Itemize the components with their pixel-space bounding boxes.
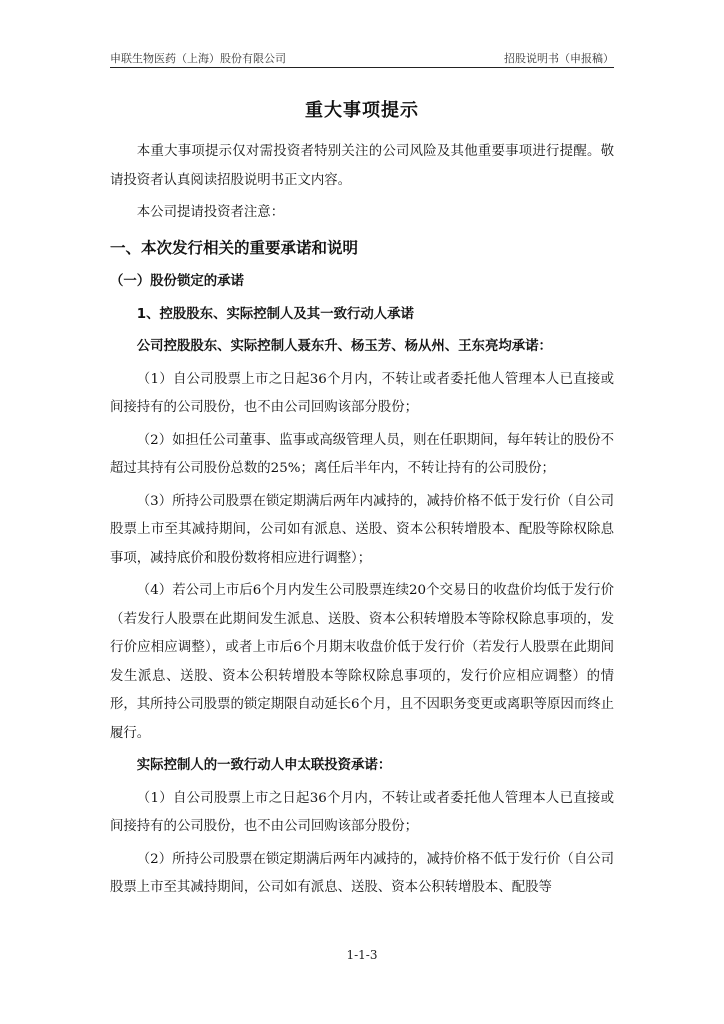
page-title: 重大事项提示 <box>305 100 419 121</box>
header-divider <box>110 67 614 68</box>
group-heading-controlling-shareholders: 公司控股股东、实际控制人聂东升、杨玉芳、杨从州、王东亮均承诺： <box>136 339 552 354</box>
intro-notice: 本公司提请投资者注意： <box>136 205 285 220</box>
item-heading: 1、控股股东、实际控制人及其一致行动人承诺 <box>136 306 414 322</box>
section-heading: 一、本次发行相关的重要承诺和说明 <box>110 238 359 257</box>
document-body <box>110 138 614 907</box>
commitment-paragraph: （1）自公司股票上市之日起36个月内，不转让或者委托他人管理本人已直接或间接持有的公司股份，也不由公司回购该部分股份； <box>110 790 614 834</box>
header-document-type: 招股说明书（申报稿） <box>504 52 614 65</box>
commitment-paragraph: （3）所持公司股票在锁定期满后两年内减持的，减持价格不低于发行价（自公司股票上市至其减持期间，公司如有派息、送股、资本公积转增股本、配股等除权除息事项，减持底价和股份数将相应进行调整）； <box>110 493 614 566</box>
commitment-paragraph: （1）自公司股票上市之日起36个月内，不转让或者委托他人管理本人已直接或间接持有的公司股份，也不由公司回购该部分股份； <box>110 371 614 415</box>
commitment-paragraph: （2）如担任公司董事、监事或高级管理人员，则在任职期间，每年转让的股份不超过其持有公司股份总数的25%；离任后半年内，不转让持有的公司股份； <box>110 432 614 476</box>
commitment-paragraph: （2）所持公司股票在锁定期满后两年内减持的，减持价格不低于发行价（自公司股票上市至其减持期间，公司如有派息、送股、资本公积转增股本、配股等 <box>110 851 614 895</box>
subsection-heading: （一）股份锁定的承诺 <box>110 274 244 289</box>
page-number: 1-1-3 <box>346 948 378 962</box>
commitment-paragraph: （4）若公司上市后6个月内发生公司股票连续20个交易日的收盘价均低于发行价（若发行人股票在此期间发生派息、送股、资本公积转增股本等除权除息事项的，发行价应相应调整），或者上市后6个月期末收盘价低于发行价（若发行人股票在此期间发生派息、送股、资本公积转增股本等除权除息事项的，发行价应相应调整）的情形，其所持公司股票的锁定期限自动延长6个月，且不因职务变更或离职等原因而终止履行。 <box>110 583 614 741</box>
intro-paragraph: 本重大事项提示仅对需投资者特别关注的公司风险及其他重要事项进行提醒。敬请投资者认真阅读招股说明书正文内容。 <box>110 144 614 188</box>
group-heading-concerted-party: 实际控制人的一致行动人申太联投资承诺： <box>136 758 392 773</box>
header-company-name: 申联生物医药（上海）股份有限公司 <box>110 52 286 65</box>
